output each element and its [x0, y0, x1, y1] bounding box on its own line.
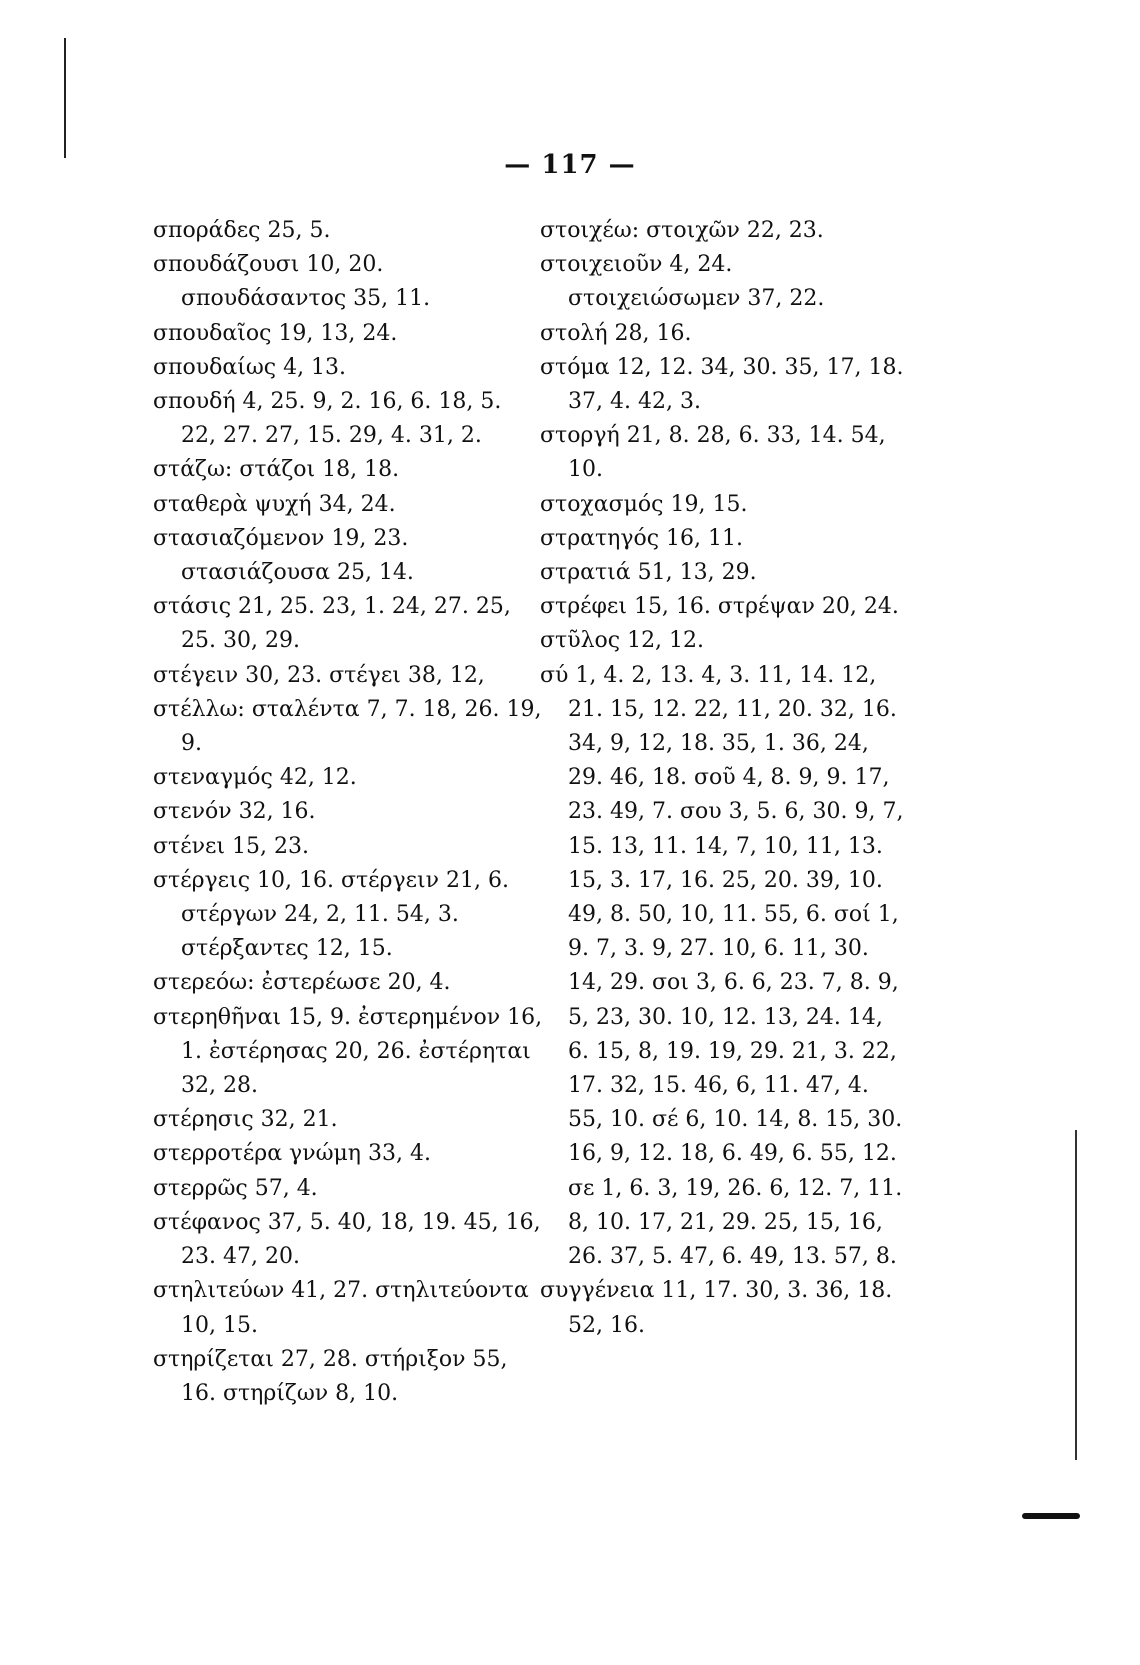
page-number: — 117 —	[504, 150, 636, 180]
index-entry: στερροτέρα γνώμη 33, 4.	[153, 1141, 431, 1167]
scan-edge-mark	[64, 38, 66, 158]
index-entry: στηρίζεται 27, 28. στήριξον 55, 16. στηρίζων 8, 10.	[153, 1346, 508, 1406]
index-entry: στολή 28, 16.	[540, 320, 692, 346]
index-entry: στασιαζόμενον 19, 23. στασιάζουσα 25, 14.	[153, 525, 414, 586]
index-entry: στένει 15, 23.	[153, 833, 309, 859]
index-entry: στρατιά 51, 13, 29.	[540, 560, 757, 586]
index-entry: σύ 1, 4. 2, 13. 4, 3. 11, 14. 12, 21. 15, 12. 22, 11, 20. 32, 16. 34, 9, 12, 18. 35, 1. 36, 24, 29. 46, 18. σοῦ 4, 8. 9, 9. 17, 23. 49, 7. σου 3, 5. 6, 30. 9, 7, 15. 13, 11. 14, 7, 10, 11, 13. 15, 3. 17, 16. 25, 20. 39, 10. 49, 8. 50, 10, 11. 55, 6. σοί 1, 9. 7, 3. 9, 27. 10, 6. 11, 30. 14, 29. σοι 3, 6. 6, 23. 7, 8. 9, 5, 23, 30. 10, 12. 13, 24. 14, 6. 15, 8, 19. 19, 29. 21, 3. 22, 17. 32, 15. 46, 6, 11. 47, 4. 55, 10. σέ 6, 10. 14, 8. 15, 30. 16, 9, 12. 18, 6. 49, 6. 55, 12. σε 1, 6. 3, 19, 26. 6, 12. 7, 11. 8, 10. 17, 21, 29. 25, 15, 16, 26. 37, 5. 47, 6. 49, 13. 57, 8.	[540, 662, 904, 1270]
index-entry: σποράδες 25, 5.	[153, 218, 331, 243]
scan-edge-mark	[1075, 1130, 1077, 1460]
scan-ink-mark	[1022, 1513, 1080, 1519]
index-entry: σπουδαίως 4, 13.	[153, 354, 347, 380]
index-column-left	[153, 214, 543, 1411]
index-entry: στέργεις 10, 16. στέργειν 21, 6. στέργων 24, 2, 11. 54, 3. στέρξαντες 12, 15.	[153, 867, 509, 962]
index-entry: στέρησις 32, 21.	[153, 1107, 338, 1133]
index-entry: στάσις 21, 25. 23, 1. 24, 27. 25, 25. 30, 29.	[153, 594, 511, 654]
index-entry: στερηθῆναι 15, 9. ἐστερημένον 16, 1. ἐστέρησας 20, 26. ἐστέρηται 32, 28.	[153, 1004, 543, 1099]
index-entry: στερεόω: ἐστερέωσε 20, 4.	[153, 970, 451, 996]
index-entry: σπουδή 4, 25. 9, 2. 16, 6. 18, 5. 22, 27. 27, 15. 29, 4. 31, 2.	[153, 389, 502, 449]
index-entry: στοιχειοῦν 4, 24. στοιχειώσωμεν 37, 22.	[540, 252, 825, 312]
index-entry: στρέφει 15, 16. στρέψαν 20, 24.	[540, 594, 899, 620]
index-entry: στέφανος 37, 5. 40, 18, 19. 45, 16, 23. 47, 20.	[153, 1209, 541, 1270]
index-entry: στῦλος 12, 12.	[540, 628, 705, 654]
index-entry: στερρῶς 57, 4.	[153, 1175, 318, 1201]
index-entry: σπουδάζουσι 10, 20. σπουδάσαντος 35, 11.	[153, 252, 431, 312]
index-entry: στοιχέω: στοιχῶν 22, 23.	[540, 218, 824, 243]
index-entry: στοργή 21, 8. 28, 6. 33, 14. 54, 10.	[540, 423, 886, 483]
index-entry: στενόν 32, 16.	[153, 799, 316, 825]
index-entry: συγγένεια 11, 17. 30, 3. 36, 18. 52, 16.	[540, 1278, 893, 1338]
index-entry: στρατηγός 16, 11.	[540, 525, 744, 551]
index-entry: σταθερὰ ψυχή 34, 24.	[153, 491, 396, 517]
index-entry: στόμα 12, 12. 34, 30. 35, 17, 18. 37, 4. 42, 3.	[540, 354, 904, 415]
index-entry: στέλλω: σταλέντα 7, 7. 18, 26. 19, 9.	[153, 696, 542, 757]
index-entry: στοχασμός 19, 15.	[540, 491, 748, 517]
index-entry: σπουδαῖος 19, 13, 24.	[153, 320, 398, 346]
index-column-right	[540, 214, 910, 1343]
index-entry: στέγειν 30, 23. στέγει 38, 12,	[153, 662, 485, 688]
index-entry: στηλιτεύων 41, 27. στηλιτεύοντα 10, 15.	[153, 1278, 529, 1338]
index-entry: στάζω: στάζοι 18, 18.	[153, 457, 400, 483]
index-entry: στεναγμός 42, 12.	[153, 765, 357, 791]
